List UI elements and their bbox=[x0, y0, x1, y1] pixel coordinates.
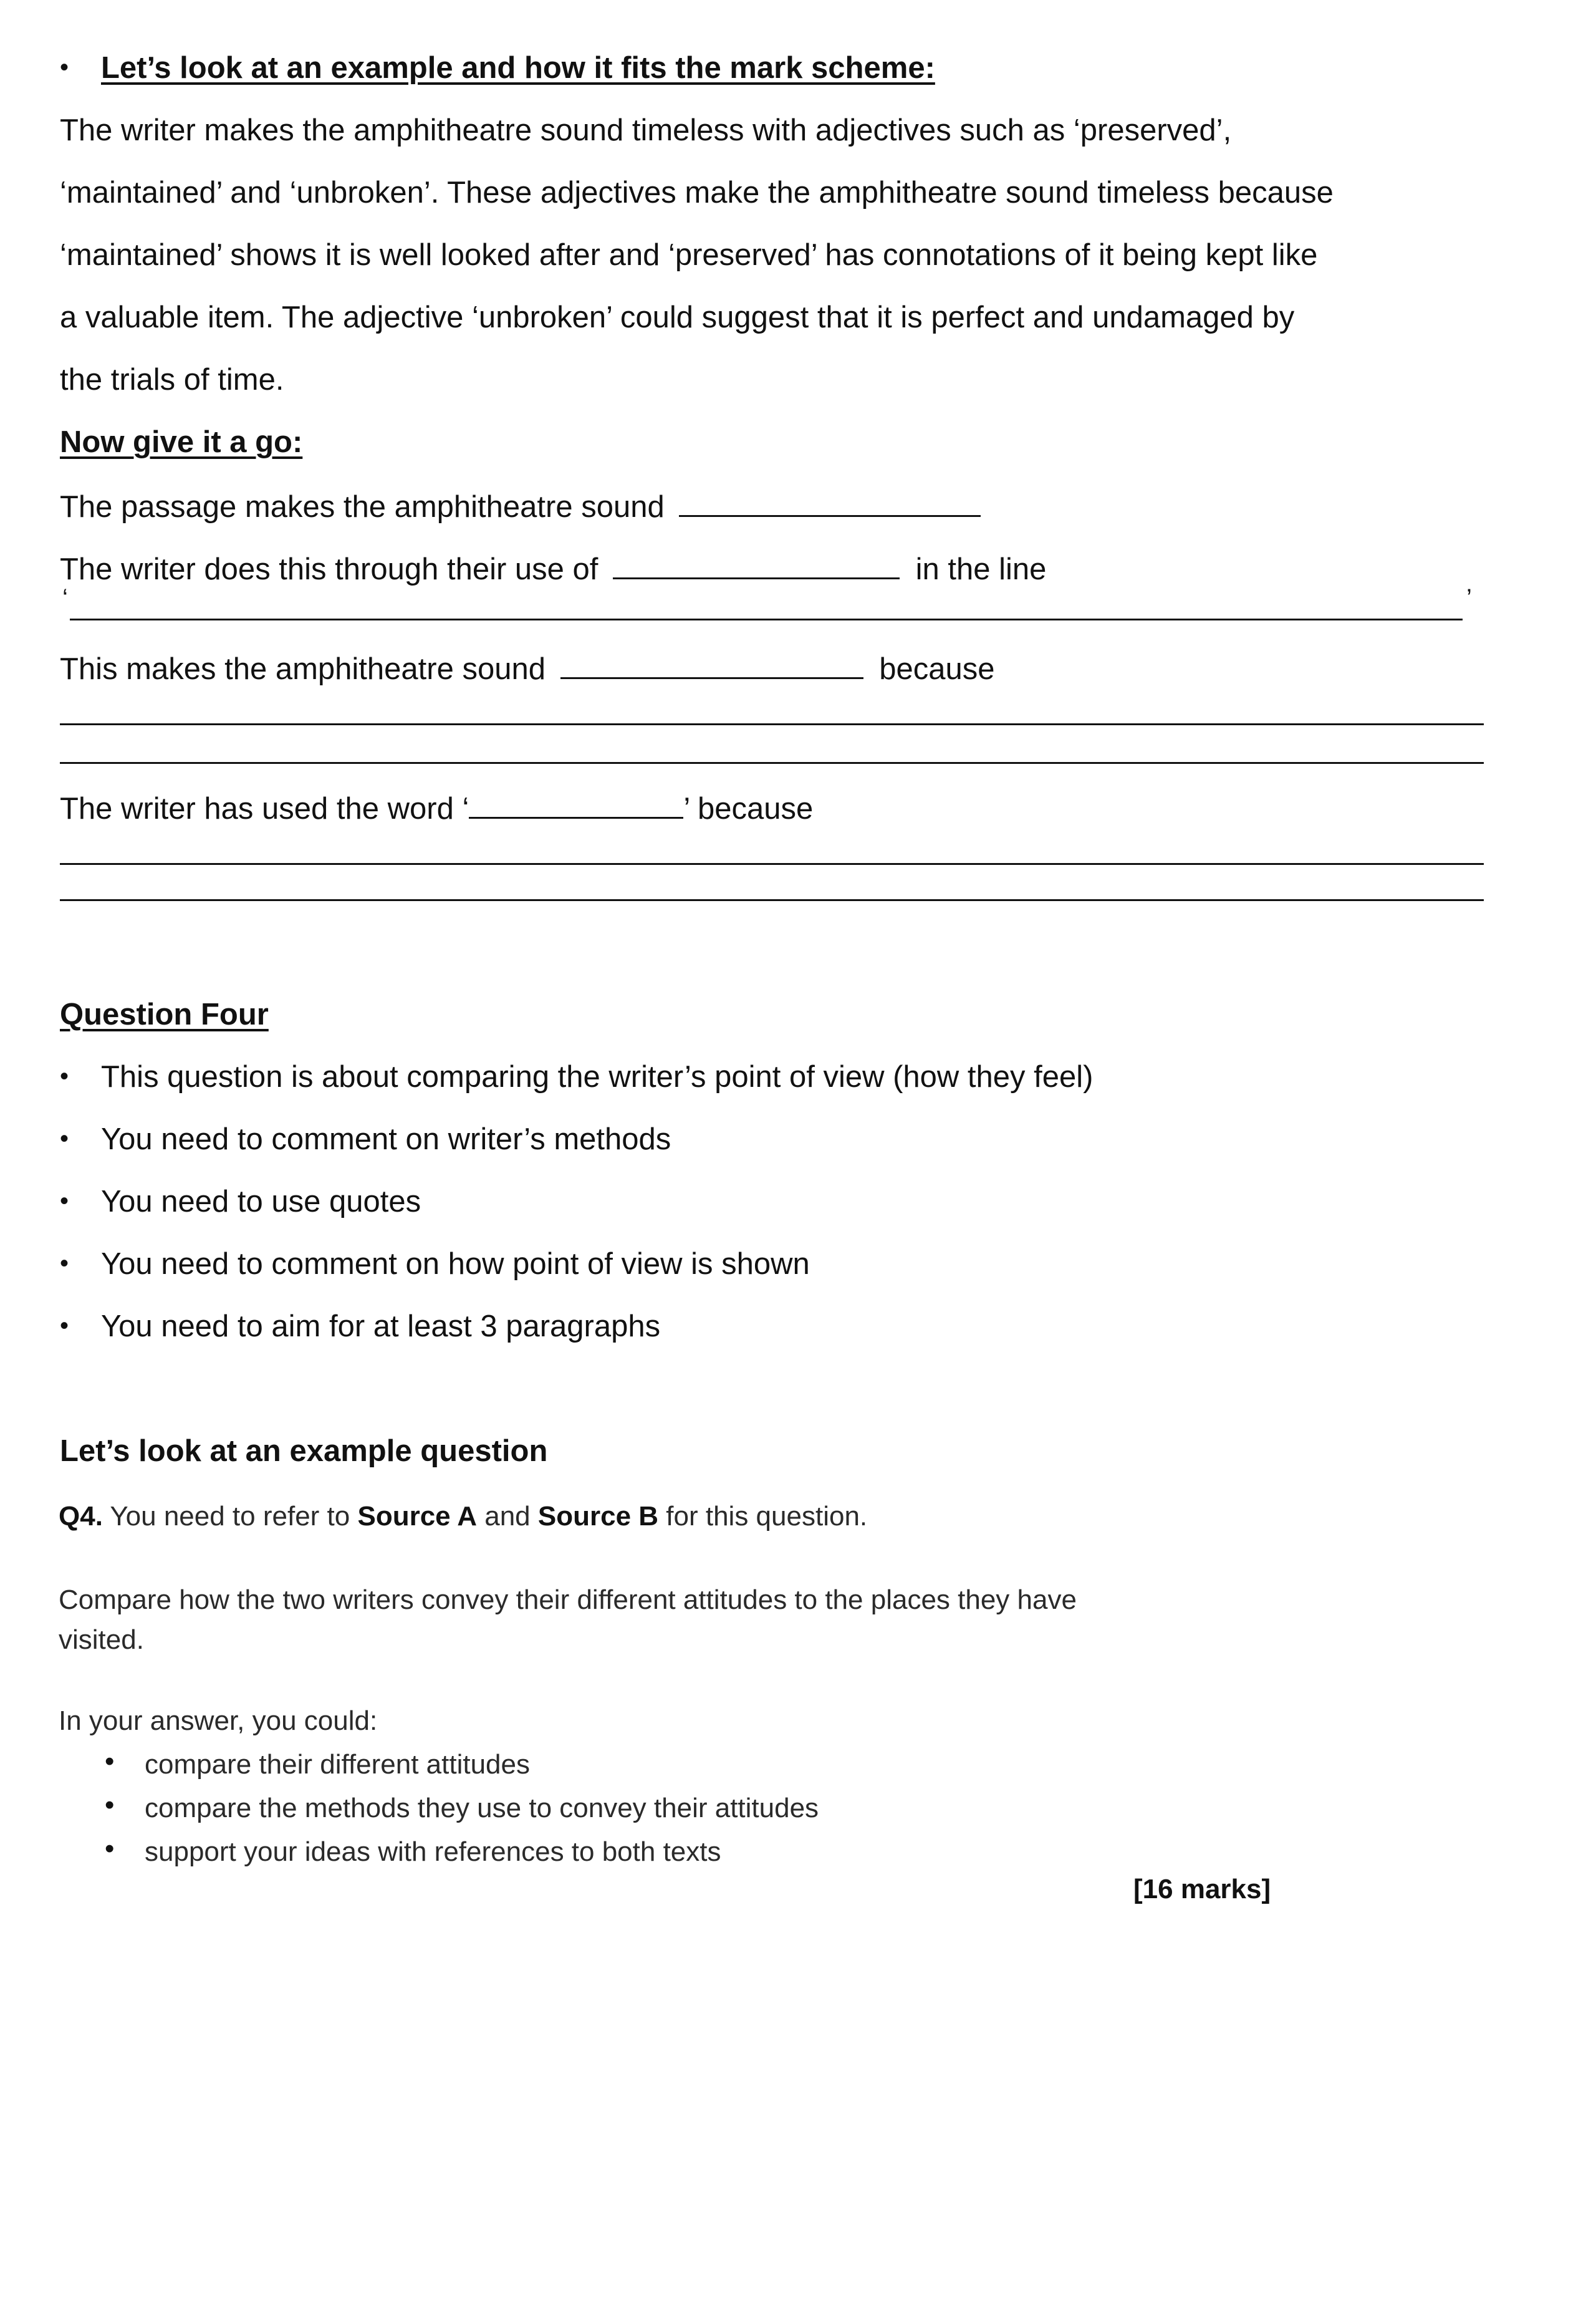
question-four-bullet: You need to comment on writer’s methods bbox=[101, 1122, 671, 1156]
example-paragraph-line: a valuable item. The adjective ‘unbroken’ could suggest that it is perfect and undamaged by bbox=[60, 301, 1295, 334]
answer-blank[interactable] bbox=[469, 787, 683, 819]
answer-line[interactable] bbox=[60, 723, 1484, 725]
answer-blank[interactable] bbox=[679, 485, 981, 517]
answer-line[interactable] bbox=[60, 762, 1484, 764]
question-four-heading: Question Four bbox=[60, 998, 269, 1031]
practice-line-4-text: The writer has used the word ‘ bbox=[60, 792, 469, 826]
example-paragraph-line: ‘maintained’ and ‘unbroken’. These adjectives make the amphitheatre sound timeless because bbox=[60, 176, 1334, 210]
quote-close-mark: ’ bbox=[1466, 584, 1472, 612]
question-four-bullet: You need to comment on how point of view is shown bbox=[101, 1247, 810, 1281]
practice-line-2-text: The writer does this through their use of bbox=[60, 552, 598, 586]
bullet-icon: • bbox=[60, 1063, 69, 1090]
marks-label: [16 marks] bbox=[1133, 1874, 1271, 1904]
source-a-label: Source A bbox=[357, 1501, 478, 1532]
answer-suggestion: compare the methods they use to convey their attitudes bbox=[145, 1793, 819, 1823]
bullet-icon: • bbox=[60, 54, 69, 81]
question-text: for this question. bbox=[658, 1501, 868, 1532]
bullet-icon: • bbox=[105, 1833, 115, 1864]
practice-line-4-suffix: ’ because bbox=[683, 792, 814, 826]
practice-line-1-text: The passage makes the amphitheatre sound bbox=[60, 490, 665, 524]
answer-intro: In your answer, you could: bbox=[59, 1705, 378, 1736]
bullet-icon: • bbox=[60, 1125, 69, 1152]
answer-suggestion: support your ideas with references to both texts bbox=[145, 1836, 721, 1867]
bullet-icon: • bbox=[60, 1250, 69, 1277]
bullet-icon: • bbox=[60, 1187, 69, 1215]
practice-line-3 bbox=[60, 647, 995, 688]
practice-line-3-text: This makes the amphitheatre sound bbox=[60, 652, 546, 686]
practice-line-4 bbox=[60, 787, 813, 828]
question-prompt bbox=[59, 1499, 867, 1534]
bullet-icon: • bbox=[105, 1790, 115, 1820]
compare-instruction-line: visited. bbox=[59, 1624, 144, 1655]
practice-line-3-suffix: because bbox=[879, 652, 995, 686]
example-paragraph-line: ‘maintained’ shows it is well looked after and ‘preserved’ has connotations of it being kept like bbox=[60, 238, 1318, 272]
answer-blank[interactable] bbox=[560, 647, 863, 679]
answer-blank[interactable] bbox=[613, 548, 900, 579]
question-four-bullet: You need to aim for at least 3 paragraphs bbox=[101, 1310, 661, 1343]
practice-heading: Now give it a go: bbox=[60, 425, 303, 459]
question-label: Q4. bbox=[59, 1501, 103, 1532]
question-text: You need to refer to bbox=[102, 1501, 358, 1532]
compare-instruction-line: Compare how the two writers convey their different attitudes to the places they have bbox=[59, 1585, 1077, 1615]
source-b-label: Source B bbox=[537, 1501, 659, 1532]
answer-line[interactable] bbox=[60, 899, 1484, 901]
bullet-icon: • bbox=[60, 1312, 69, 1339]
example-paragraph-line: the trials of time. bbox=[60, 363, 284, 397]
question-text: and bbox=[477, 1501, 538, 1532]
bullet-icon: • bbox=[105, 1746, 115, 1777]
example-question-heading: Let’s look at an example question bbox=[60, 1434, 548, 1468]
practice-line-2-suffix: in the line bbox=[915, 552, 1047, 586]
question-four-bullet: You need to use quotes bbox=[101, 1185, 421, 1218]
example-heading: Let’s look at an example and how it fits the mark scheme: bbox=[101, 51, 935, 85]
answer-line[interactable] bbox=[60, 863, 1484, 865]
practice-line-1 bbox=[60, 485, 981, 526]
example-paragraph-line: The writer makes the amphitheatre sound timeless with adjectives such as ‘preserved’, bbox=[60, 113, 1232, 147]
answer-line[interactable] bbox=[70, 619, 1463, 620]
answer-suggestion: compare their different attitudes bbox=[145, 1749, 530, 1780]
quote-open-mark: ‘ bbox=[62, 584, 68, 612]
question-four-bullet: This question is about comparing the writer’s point of view (how they feel) bbox=[101, 1060, 1094, 1094]
practice-line-2 bbox=[60, 548, 1046, 589]
